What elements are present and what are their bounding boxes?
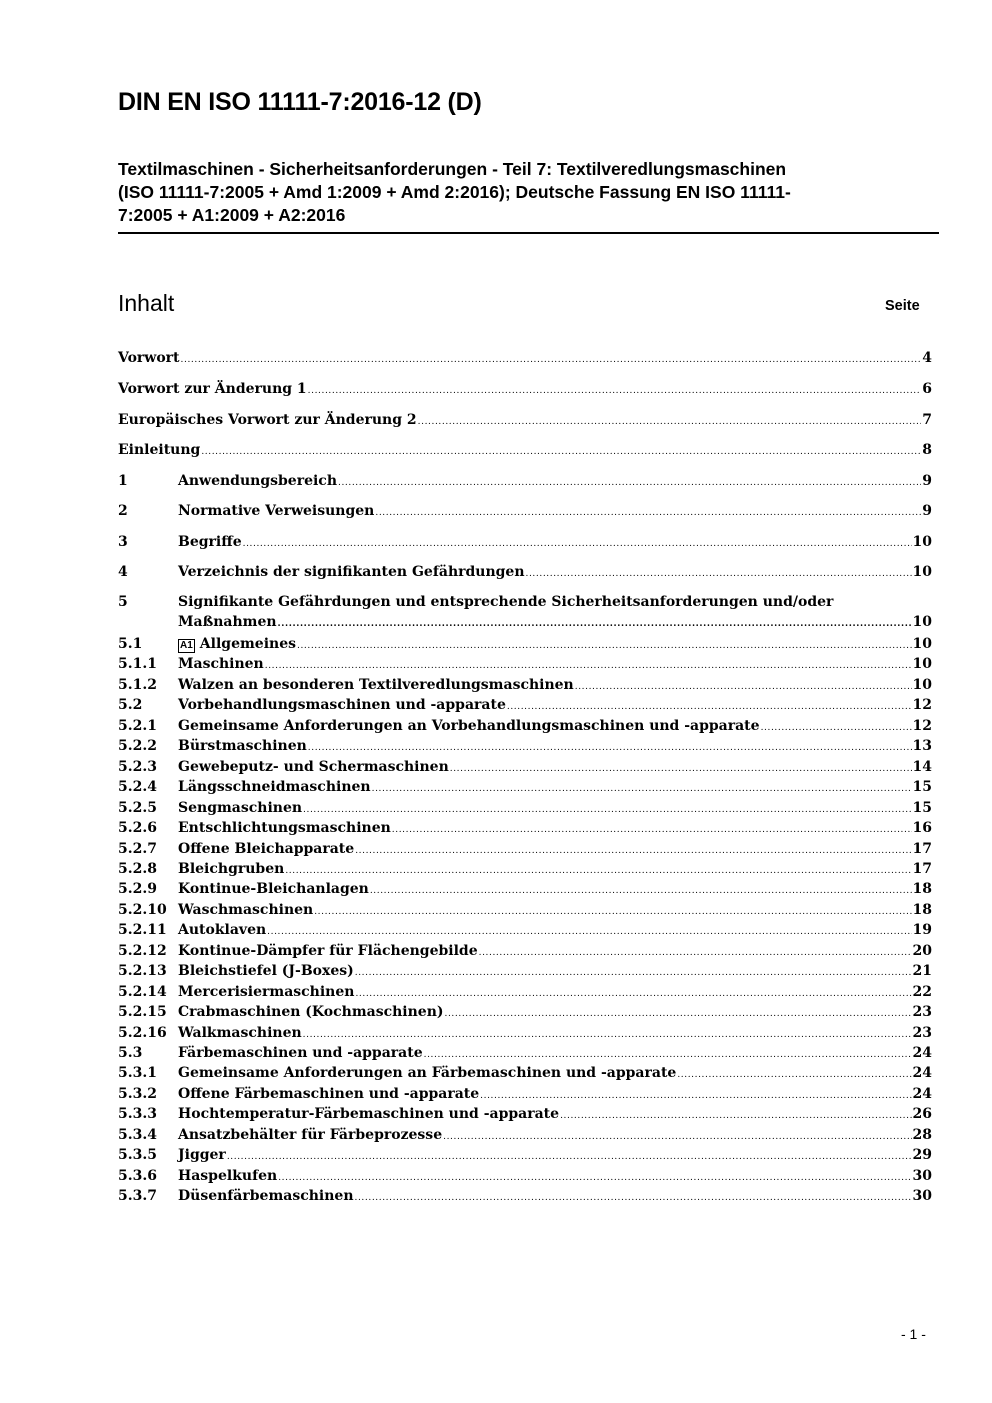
toc-leader-dots bbox=[227, 1147, 912, 1167]
toc-entry-title-group bbox=[178, 798, 913, 820]
toc-entry[interactable] bbox=[118, 777, 932, 799]
toc-entry-title: Bleichgruben bbox=[178, 861, 285, 877]
toc-entry-title-group bbox=[178, 1084, 913, 1106]
toc-leader-dots bbox=[418, 412, 922, 432]
toc-entry-number: 5.2.3 bbox=[118, 759, 157, 775]
toc-entry-number: 5.2.4 bbox=[118, 779, 157, 795]
toc-entry-second-line bbox=[118, 612, 932, 634]
toc-entry[interactable] bbox=[118, 1125, 932, 1147]
toc-entry-first-line bbox=[118, 592, 932, 612]
toc-entry-page: 18 bbox=[912, 902, 932, 918]
toc-entry-page: 12 bbox=[912, 697, 932, 713]
toc-leader-dots bbox=[278, 1168, 911, 1188]
toc-entry[interactable] bbox=[118, 471, 932, 493]
toc-entry[interactable] bbox=[118, 839, 932, 861]
toc-entry-title: Crabmaschinen (Kochmaschinen) bbox=[178, 1004, 444, 1020]
toc-entry-title: Autoklaven bbox=[178, 922, 267, 938]
toc-entry-title-group bbox=[178, 941, 913, 963]
toc-entry-number: 5.2.8 bbox=[118, 861, 157, 877]
toc-entry-page: 13 bbox=[912, 738, 932, 754]
toc-entry-title-group bbox=[178, 562, 913, 584]
toc-entry-page: 30 bbox=[912, 1168, 932, 1184]
toc-entry-title: Sengmaschinen bbox=[178, 800, 303, 816]
toc-entry[interactable] bbox=[118, 1104, 932, 1126]
toc-entry-page: 14 bbox=[912, 759, 932, 775]
toc-leader-dots bbox=[201, 442, 921, 462]
toc-entry-title-group bbox=[178, 1104, 913, 1126]
toc-entry[interactable] bbox=[118, 1063, 932, 1085]
toc-entry-number: 5.3 bbox=[118, 1045, 143, 1061]
toc-entry-title-group bbox=[178, 859, 913, 881]
toc-leader-dots bbox=[526, 564, 912, 584]
toc-leader-dots bbox=[480, 1086, 911, 1106]
toc-leader-dots bbox=[355, 1188, 912, 1208]
toc-entry-page: 21 bbox=[912, 963, 932, 979]
toc-entry-number: 5.3.7 bbox=[118, 1188, 157, 1204]
toc-entry-title: Allgemeines bbox=[199, 636, 296, 652]
toc-entry-title: Normative Verweisungen bbox=[178, 503, 375, 519]
toc-entry[interactable] bbox=[118, 634, 932, 656]
toc-entry-title-group bbox=[118, 379, 922, 401]
toc-leader-dots bbox=[265, 656, 912, 676]
toc-entry-page: 26 bbox=[912, 1106, 932, 1122]
toc-entry-page: 10 bbox=[912, 564, 932, 580]
toc-entry-title: Vorwort bbox=[118, 350, 180, 366]
page-number: - 1 - bbox=[901, 1326, 926, 1342]
toc-entry[interactable] bbox=[118, 1186, 932, 1208]
toc-entry-page: 17 bbox=[912, 841, 932, 857]
toc-entry-title-group bbox=[118, 348, 922, 370]
amendment-marker-icon: A1 bbox=[180, 640, 193, 651]
toc-entry-number: 5.2.6 bbox=[118, 820, 157, 836]
toc-entry-title: Gewebeputz- und Schermaschinen bbox=[178, 759, 449, 775]
toc-entry-number: 5.2.2 bbox=[118, 738, 157, 754]
toc-entry-number: 5.1 bbox=[118, 636, 143, 652]
toc-entry-number: 5.3.3 bbox=[118, 1106, 157, 1122]
toc-entry-number: 5.2.1 bbox=[118, 718, 157, 734]
toc-entry-number: 5.2 bbox=[118, 697, 143, 713]
toc-entry[interactable] bbox=[118, 410, 932, 432]
toc-entry[interactable] bbox=[118, 879, 932, 901]
toc-entry-page: 7 bbox=[922, 412, 932, 428]
toc-entry-page: 30 bbox=[912, 1188, 932, 1204]
toc-entry-title: Walkmaschinen bbox=[178, 1025, 302, 1041]
toc-entry-title-group bbox=[178, 1145, 913, 1167]
toc-leader-dots bbox=[450, 759, 912, 779]
toc-entry-page: 24 bbox=[912, 1045, 932, 1061]
toc-entry-page: 23 bbox=[912, 1025, 932, 1041]
toc-entry-number: 5.1.2 bbox=[118, 677, 157, 693]
toc-leader-dots bbox=[372, 779, 912, 799]
toc-entry-title-group bbox=[118, 440, 922, 462]
toc-entry-title: Düsenfärbemaschinen bbox=[178, 1188, 354, 1204]
toc-leader-dots bbox=[303, 800, 911, 820]
toc-entry-page: 4 bbox=[922, 350, 932, 366]
toc-entry-number: 5.3.6 bbox=[118, 1168, 157, 1184]
toc-entry[interactable] bbox=[118, 654, 932, 676]
toc-leader-dots bbox=[303, 1025, 912, 1045]
toc-entry[interactable] bbox=[118, 501, 932, 523]
document-subtitle bbox=[118, 158, 918, 227]
toc-entry[interactable] bbox=[118, 716, 932, 738]
toc-leader-dots bbox=[575, 677, 912, 697]
toc-entry-title-group bbox=[178, 1166, 913, 1188]
toc-entry-page: 16 bbox=[912, 820, 932, 836]
toc-entry-title: Vorwort zur Änderung 1 bbox=[118, 381, 307, 397]
toc-leader-dots bbox=[424, 1045, 912, 1065]
toc-entry[interactable] bbox=[118, 1145, 932, 1167]
toc-entry-title-group bbox=[178, 920, 913, 942]
toc-entry-title: Waschmaschinen bbox=[178, 902, 314, 918]
toc-entry-title: Färbemaschinen und -apparate bbox=[178, 1045, 423, 1061]
toc-entry-page: 20 bbox=[912, 943, 932, 959]
toc-entry-title-group bbox=[178, 982, 913, 1004]
toc-entry-title: Entschlichtungsmaschinen bbox=[178, 820, 391, 836]
toc-entry-number: 5.1.1 bbox=[118, 656, 157, 672]
toc-leader-dots bbox=[560, 1106, 911, 1126]
toc-entry[interactable] bbox=[118, 1166, 932, 1188]
toc-heading: Inhalt bbox=[118, 290, 175, 316]
toc-entry-title-group bbox=[178, 634, 913, 656]
toc-leader-dots bbox=[507, 697, 912, 717]
toc-entry-title: Verzeichnis der signifikanten Gefährdungen bbox=[178, 564, 525, 580]
toc-entry-page: 10 bbox=[912, 636, 932, 652]
toc-entry-page: 6 bbox=[922, 381, 932, 397]
toc-entry-number: 1 bbox=[118, 473, 128, 489]
subtitle-line: 7:2005 + A1:2009 + A2:2016 bbox=[118, 205, 346, 225]
toc-entry-page: 19 bbox=[912, 922, 932, 938]
toc-entry-number: 5.2.5 bbox=[118, 800, 157, 816]
toc-entry[interactable] bbox=[118, 348, 932, 370]
toc-leader-dots bbox=[297, 636, 912, 656]
subtitle-line: (ISO 11111-7:2005 + Amd 1:2009 + Amd 2:2016); Deutsche Fassung EN ISO 11111- bbox=[118, 182, 791, 202]
toc-entry-title-group bbox=[178, 501, 922, 523]
toc-leader-dots bbox=[314, 902, 911, 922]
toc-entry-title: Mercerisiermaschinen bbox=[178, 984, 355, 1000]
toc-entry-number: 5.2.11 bbox=[118, 922, 167, 938]
toc-entry-page: 24 bbox=[912, 1086, 932, 1102]
toc-entry[interactable] bbox=[118, 1084, 932, 1106]
toc-entry-title-group bbox=[178, 736, 913, 758]
toc-entry-number: 5 bbox=[118, 594, 128, 610]
toc-leader-dots bbox=[479, 943, 912, 963]
toc-leader-dots bbox=[443, 1127, 911, 1147]
toc-entry-title-group bbox=[178, 900, 913, 922]
toc-entry-number: 5.3.5 bbox=[118, 1147, 157, 1163]
toc-leader-dots bbox=[308, 381, 922, 401]
toc-entry-title-group bbox=[178, 839, 913, 861]
toc-entry-number: 5.3.4 bbox=[118, 1127, 157, 1143]
toc-entry-page: 23 bbox=[912, 1004, 932, 1020]
toc-entry-page: 12 bbox=[912, 718, 932, 734]
toc-entry-title: Haspelkufen bbox=[178, 1168, 278, 1184]
toc-entry-page: 10 bbox=[912, 614, 932, 630]
document-id: DIN EN ISO 11111-7:2016-12 (D) bbox=[118, 88, 482, 116]
toc-entry-number: 5.2.13 bbox=[118, 963, 167, 979]
toc-leader-dots bbox=[338, 473, 921, 493]
toc-entry-title: Maschinen bbox=[178, 656, 264, 672]
toc-entry-title-group bbox=[178, 777, 913, 799]
toc-entry[interactable] bbox=[118, 736, 932, 758]
toc-entry-title-group bbox=[178, 1063, 913, 1085]
toc-entry-title: Gemeinsame Anforderungen an Färbemaschinen und -apparate bbox=[178, 1065, 677, 1081]
toc-entry-number: 5.2.9 bbox=[118, 881, 157, 897]
toc-entry[interactable] bbox=[118, 1002, 932, 1024]
toc-entry-page: 10 bbox=[912, 677, 932, 693]
toc-entry-number: 4 bbox=[118, 564, 128, 580]
toc-entry-title-group bbox=[178, 818, 913, 840]
toc-entry-title: Offene Bleichapparate bbox=[178, 841, 355, 857]
toc-entry-page: 29 bbox=[912, 1147, 932, 1163]
toc-leader-dots bbox=[267, 922, 911, 942]
toc-entry-page: 17 bbox=[912, 861, 932, 877]
toc-entry[interactable] bbox=[118, 440, 932, 462]
toc-entry[interactable] bbox=[118, 562, 932, 584]
toc-entry-number: 5.3.2 bbox=[118, 1086, 157, 1102]
toc-entry[interactable] bbox=[118, 859, 932, 881]
toc-entry-title: Bleichstiefel (J-Boxes) bbox=[178, 963, 354, 979]
toc-leader-dots bbox=[370, 881, 912, 901]
toc-entry-title: Offene Färbemaschinen und -apparate bbox=[178, 1086, 480, 1102]
toc-entry-number: 5.2.15 bbox=[118, 1004, 167, 1020]
toc-entry-title: Jigger bbox=[178, 1147, 226, 1163]
toc-entry[interactable] bbox=[118, 818, 932, 840]
toc-entry-page: 10 bbox=[912, 534, 932, 550]
toc-entry[interactable] bbox=[118, 675, 932, 697]
toc-entry-title-group bbox=[178, 675, 913, 697]
toc-entry-title: Vorbehandlungsmaschinen und -apparate bbox=[178, 697, 506, 713]
toc-entry-number: 5.2.12 bbox=[118, 943, 167, 959]
subtitle-line: Textilmaschinen - Sicherheitsanforderungen - Teil 7: Textilveredlungsmaschinen bbox=[118, 159, 787, 179]
toc-leader-dots bbox=[445, 1004, 912, 1024]
toc-entry-title-group bbox=[178, 757, 913, 779]
toc-entry-number: 5.3.1 bbox=[118, 1065, 157, 1081]
toc-entry[interactable] bbox=[118, 592, 932, 634]
toc-entry-page: 15 bbox=[912, 779, 932, 795]
toc-entry[interactable] bbox=[118, 1043, 932, 1065]
toc-entry-title-group bbox=[178, 1043, 913, 1065]
toc-entry-title: Anwendungsbereich bbox=[178, 473, 337, 489]
toc-leader-dots bbox=[181, 350, 922, 370]
toc-entry[interactable] bbox=[118, 695, 932, 717]
toc-leader-dots bbox=[355, 841, 911, 861]
toc-entry-title-group bbox=[178, 1125, 913, 1147]
toc-entry-title: Begriffe bbox=[178, 534, 242, 550]
toc-entry[interactable] bbox=[118, 920, 932, 942]
toc-entry-title-group bbox=[178, 654, 913, 676]
toc-entry-title: Ansatzbehälter für Färbeprozesse bbox=[178, 1127, 443, 1143]
toc-entry[interactable] bbox=[118, 757, 932, 779]
toc-leader-dots bbox=[278, 614, 912, 634]
toc-entry-page: 8 bbox=[922, 442, 932, 458]
toc-entry-title-group bbox=[118, 410, 922, 432]
toc-leader-dots bbox=[243, 534, 912, 554]
toc-entry-title-group bbox=[178, 961, 913, 983]
toc-entry-title: Gemeinsame Anforderungen an Vorbehandlungsmaschinen und -apparate bbox=[178, 718, 760, 734]
toc-entry[interactable] bbox=[118, 961, 932, 983]
toc-entry-title-group bbox=[178, 1023, 913, 1045]
toc-entry-page: 10 bbox=[912, 656, 932, 672]
toc-page-column-label: Seite bbox=[885, 298, 920, 314]
toc-entry-title: Kontinue-Bleichanlagen bbox=[178, 881, 369, 897]
toc-entry[interactable] bbox=[118, 798, 932, 820]
toc-entry[interactable] bbox=[118, 379, 932, 401]
toc-entry-title: Hochtemperatur-Färbemaschinen und -apparate bbox=[178, 1106, 560, 1122]
toc-entry-title-group bbox=[178, 1186, 913, 1208]
toc-entry-title-group bbox=[178, 716, 913, 738]
toc-entry-number: 5.2.7 bbox=[118, 841, 157, 857]
toc-entry-title: Signifikante Gefährdungen und entsprechende Sicherheitsanforderungen und/oder bbox=[178, 594, 834, 610]
toc-entry-number: 3 bbox=[118, 534, 128, 550]
toc-entry-number: 5.2.16 bbox=[118, 1025, 167, 1041]
toc-entry-title: Kontinue-Dämpfer für Flächengebilde bbox=[178, 943, 478, 959]
title-divider bbox=[118, 232, 939, 234]
toc-entry-page: 24 bbox=[912, 1065, 932, 1081]
toc-leader-dots bbox=[355, 963, 912, 983]
toc-entry[interactable] bbox=[118, 982, 932, 1004]
toc-entry-title: Längsschneidmaschinen bbox=[178, 779, 371, 795]
toc-entry[interactable] bbox=[118, 900, 932, 922]
toc-leader-dots bbox=[308, 738, 912, 758]
toc-leader-dots bbox=[677, 1065, 911, 1085]
toc-entry-title: Walzen an besonderen Textilveredlungsmaschinen bbox=[178, 677, 574, 693]
toc-entry[interactable] bbox=[118, 532, 932, 554]
toc-entry[interactable] bbox=[118, 941, 932, 963]
toc-entry-number: 5.2.14 bbox=[118, 984, 167, 1000]
toc-entry-page: 22 bbox=[912, 984, 932, 1000]
toc-entry-number: 5.2.10 bbox=[118, 902, 167, 918]
toc-entry-page: 18 bbox=[912, 881, 932, 897]
toc-entry-page: 9 bbox=[922, 503, 932, 519]
toc-leader-dots bbox=[761, 718, 912, 738]
toc-entry-title: Europäisches Vorwort zur Änderung 2 bbox=[118, 412, 417, 428]
toc-entry-number: 2 bbox=[118, 503, 128, 519]
toc-leader-dots bbox=[285, 861, 911, 881]
toc-entry[interactable] bbox=[118, 1023, 932, 1045]
toc-entry-title-group bbox=[178, 1002, 913, 1024]
toc-entry-page: 28 bbox=[912, 1127, 932, 1143]
toc-entry-title-group bbox=[178, 879, 913, 901]
toc-entry-title-group bbox=[178, 471, 922, 493]
toc-entry-title-group bbox=[178, 532, 913, 554]
toc-entry-title: Einleitung bbox=[118, 442, 201, 458]
toc-entry-page: 15 bbox=[912, 800, 932, 816]
toc-leader-dots bbox=[375, 503, 921, 523]
toc-leader-dots bbox=[392, 820, 912, 840]
toc-entry-title: Bürstmaschinen bbox=[178, 738, 307, 754]
toc-entry-title-group bbox=[178, 695, 913, 717]
toc-leader-dots bbox=[355, 984, 911, 1004]
toc-entry-page: 9 bbox=[922, 473, 932, 489]
toc-entry-title: Maßnahmen bbox=[178, 614, 277, 630]
